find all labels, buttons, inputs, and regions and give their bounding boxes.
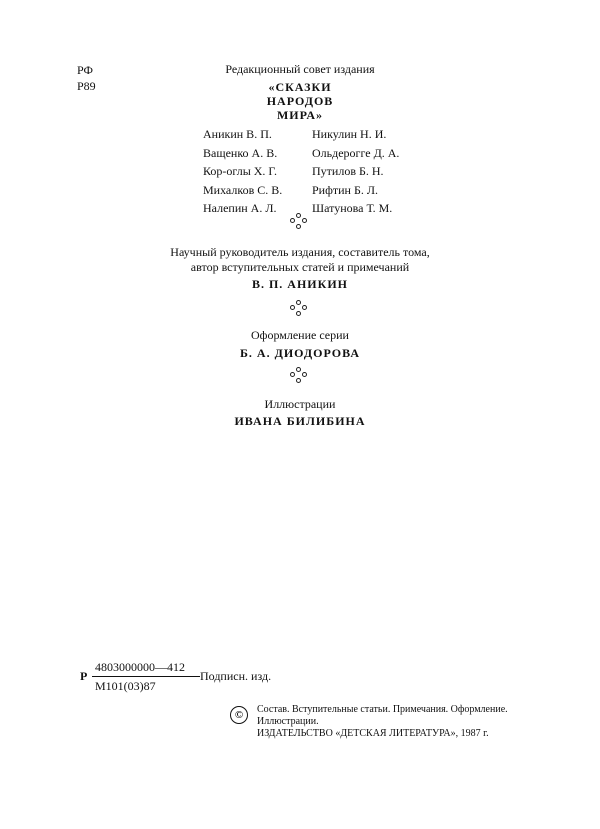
council-member: Ольдерогге Д. А. [312, 145, 400, 160]
editor-name: В. П. АНИКИН [251, 277, 349, 291]
ornament-divider-icon [288, 367, 308, 383]
ornament-divider-icon [288, 300, 308, 316]
council-member: Аникин В. П. [203, 127, 272, 141]
council-member: Путилов Б. Н. [312, 164, 384, 178]
copyright-line2: Иллюстрации. [257, 716, 319, 727]
illustrations-name: ИВАНА БИЛИБИНА [234, 414, 366, 428]
catalog-code-rf: РФ [77, 63, 93, 77]
fraction-rule [92, 676, 200, 677]
series-title-line3: МИРА» [276, 108, 324, 122]
council-members-left [203, 125, 282, 218]
copyright-line1: Состав. Вступительные статьи. Примечания. Оформление. [257, 704, 508, 715]
copyright-icon: © [230, 706, 248, 724]
illustrations-role: Иллюстрации [264, 397, 336, 411]
index-code-suffix: Подписн. изд. [200, 669, 272, 683]
council-member: Никулин Н. И. [312, 127, 387, 141]
council-member: Кор-оглы Х. Г. [203, 164, 278, 178]
council-member: Налепин А. Л. [203, 201, 277, 215]
catalog-code-p: Р89 [77, 79, 96, 93]
council-heading: Редакционный совет издания [225, 62, 375, 76]
series-title-line2: НАРОДОВ [266, 94, 334, 108]
design-name: Б. А. ДИОДОРОВА [239, 346, 361, 360]
council-member: Шатунова Т. М. [312, 201, 393, 215]
editor-role-line1: Научный руководитель издания, составитель тома, [170, 245, 430, 259]
council-members-right [312, 125, 399, 218]
copyright-line3: ИЗДАТЕЛЬСТВО «ДЕТСКАЯ ЛИТЕРАТУРА», 1987 г. [257, 728, 489, 739]
series-title [0, 80, 600, 122]
index-code-denominator: М101(03)87 [95, 679, 156, 693]
council-member: Ващенко А. В. [203, 145, 278, 160]
index-code-prefix: Р [80, 669, 88, 683]
index-code-numerator: 4803000000—412 [95, 660, 185, 674]
index-code [80, 660, 290, 694]
council-member: Михалков С. В. [203, 182, 283, 197]
series-title-line1: «СКАЗКИ [268, 80, 332, 94]
editor-role-line2: автор вступительных статей и примечаний [190, 260, 410, 274]
ornament-divider-icon [288, 213, 308, 229]
council-member: Рифтин Б. Л. [312, 182, 378, 197]
copyright-credits [257, 704, 508, 740]
design-role: Оформление серии [251, 328, 349, 342]
